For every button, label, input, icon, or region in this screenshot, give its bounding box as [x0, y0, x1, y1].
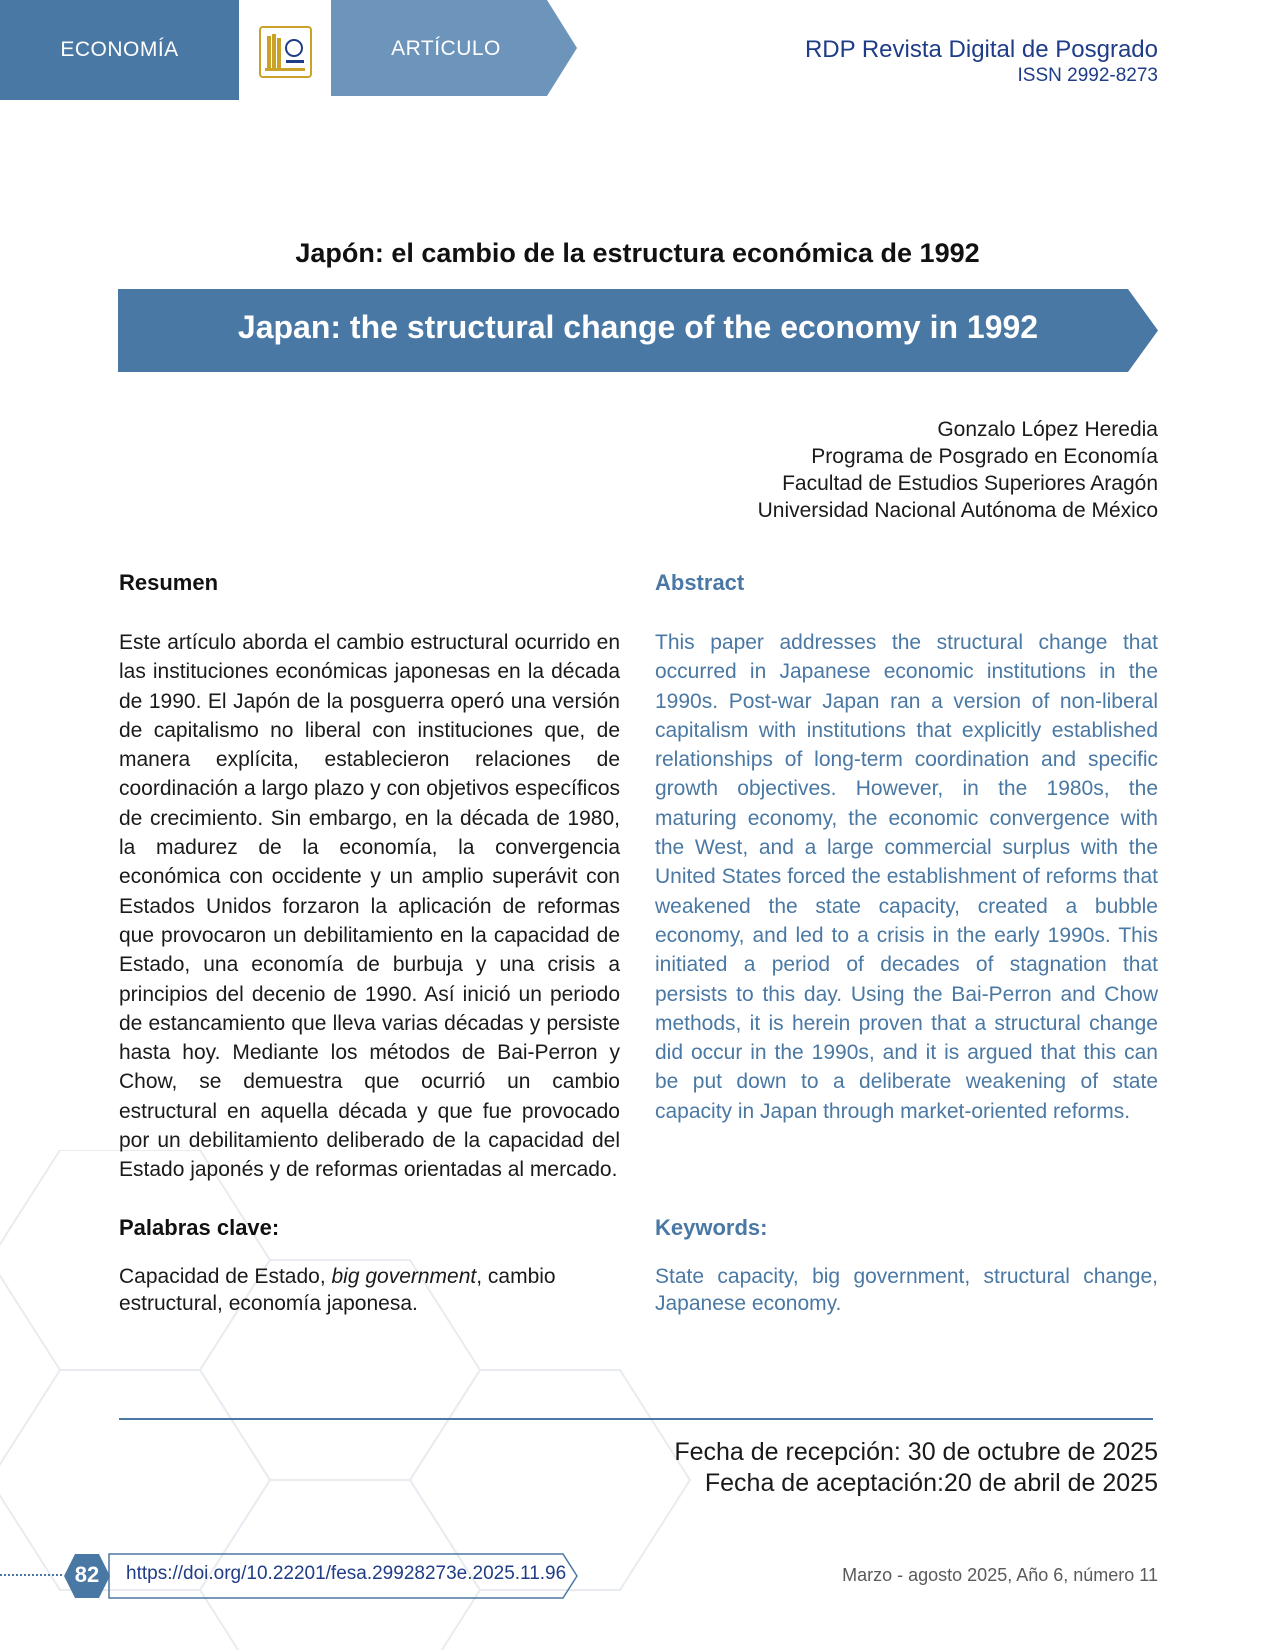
- doi-link[interactable]: https://doi.org/10.22201/fesa.29928273e.2025.11.96: [126, 1563, 567, 1584]
- issue-info: Marzo - agosto 2025, Año 6, número 11: [842, 1565, 1158, 1585]
- article-type-label: ARTÍCULO: [391, 37, 501, 60]
- abstract-text: This paper addresses the structural change that occurred in Japanese economic institutions in the 1990s. Post-war Japan ran a version of non-liberal capitalism with institutions that explicitly established relationships of long-term coordination and specific growth objectives. However, in the 1980s, the maturing economy, the economic convergence with the West, and a large commercial surplus with the United States forced the establishment of reforms that weakened the state capacity, created a bubble economy, and led to a crisis in the early 1990s. This initiated a period of decades of stagnation that persists to this day. Using the Bai-Perron and Chow methods, it is herein proven that a structural change did occur in the 1990s, and it is argued that this can be put down to a deliberate weakening of state capacity in Japan through market-oriented reforms.: [655, 631, 1158, 1123]
- journal-name: RDP Revista Digital de Posgrado: [804, 36, 1158, 63]
- palabras-clave-text: Capacidad de Estado, big government, cambio estructural, economía japonesa.: [119, 1265, 556, 1315]
- keywords-heading: Keywords:: [655, 1215, 768, 1240]
- resumen-section: [119, 570, 620, 1185]
- author-block: [758, 416, 1158, 524]
- author-university: Universidad Nacional Autónoma de México: [757, 499, 1158, 522]
- journal-info: [805, 36, 1158, 88]
- section-tab-economia: [0, 0, 239, 100]
- keywords-section: [655, 1215, 1158, 1317]
- unam-logo-icon: [261, 28, 310, 76]
- title-spanish: Japón: el cambio de la estructura económica de 1992: [295, 238, 980, 268]
- abstract-heading: Abstract: [655, 570, 745, 595]
- received-date: Fecha de recepción: 30 de octubre de 2025: [674, 1438, 1158, 1466]
- page-number: 82: [74, 1562, 100, 1587]
- resumen-text: Este artículo aborda el cambio estructural ocurrido en las instituciones económicas japonesas en la década de 1990. El Japón de la posguerra operó una versión de capitalismo no liberal con instituciones que, de manera explícita, establecieron relaciones de coordinación a largo plazo y con objetivos específicos de crecimiento. Sin embargo, en la década de 1980, la madurez de la economía, la convergencia económica con occidente y un amplio superávit con Estados Unidos forzaron la aplicación de reformas que provocaron un debilitamiento en la capacidad de Estado, una economía de burbuja y una crisis a principios del decenio de 1990. Así inició un periodo de estancamiento que lleva varias décadas y persiste hasta hoy. Mediante los métodos de Bai-Perron y Chow, se demuestra que ocurrió un cambio estructural en aquella década y que fue provocado por un debilitamiento deliberado de la capacidad del Estado japonés y de reformas orientadas al mercado.: [119, 631, 620, 1182]
- palabras-clave-heading: Palabras clave:: [119, 1215, 280, 1240]
- palabras-clave-section: [119, 1215, 589, 1317]
- abstract-section: [655, 570, 1158, 1126]
- footer-dotted-line: [0, 1574, 62, 1576]
- title-english: Japan: the structural change of the economy in 1992: [237, 309, 1039, 345]
- accepted-date: Fecha de aceptación:20 de abril de 2025: [704, 1469, 1158, 1497]
- author-name: Gonzalo López Heredia: [937, 418, 1158, 441]
- author-faculty: Facultad de Estudios Superiores Aragón: [782, 472, 1158, 495]
- section-label: ECONOMÍA: [60, 38, 179, 61]
- title-english-banner: [118, 289, 1158, 372]
- unam-aragon-logo: [259, 26, 312, 78]
- author-program: Programa de Posgrado en Economía: [811, 445, 1158, 468]
- italic-term: big government: [331, 1265, 477, 1288]
- article-type-tab: [331, 0, 577, 96]
- dates-block: [674, 1437, 1158, 1499]
- keywords-text: State capacity, big government, structural change, Japanese economy.: [655, 1265, 1158, 1315]
- resumen-heading: Resumen: [119, 570, 219, 595]
- journal-issn: ISSN 2992-8273: [1017, 65, 1158, 86]
- divider: [119, 1418, 1153, 1420]
